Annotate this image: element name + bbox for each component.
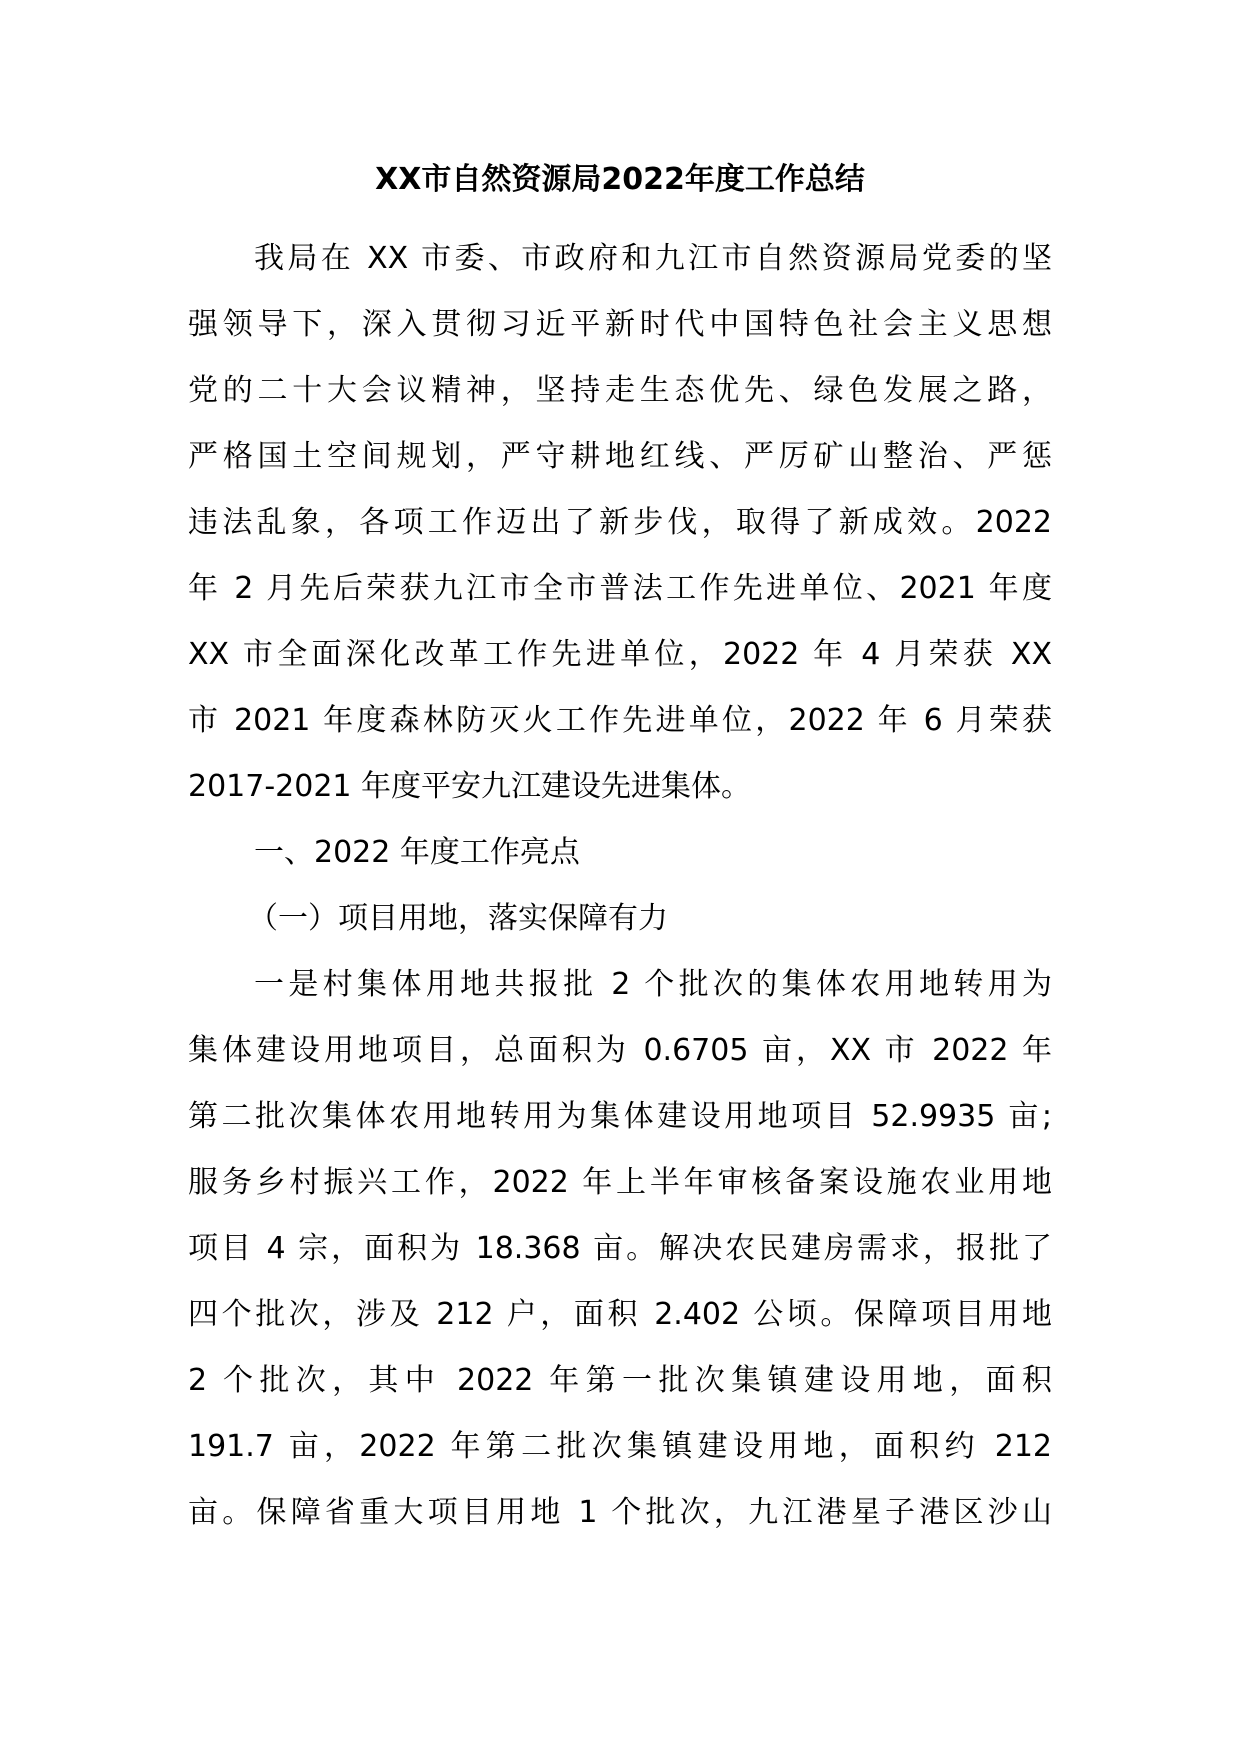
- text-line: XX 市全面深化改革工作先进单位，2022 年 4 月荣获 XX: [188, 637, 1052, 672]
- text-line: 项目 4 宗，面积为 18.368 亩。解决农民建房需求，报批了: [188, 1231, 1052, 1266]
- document-title: XX市自然资源局2022年度工作总结: [375, 162, 865, 197]
- text-line: 2017-2021 年度平安九江建设先进集体。: [188, 769, 752, 804]
- section-heading: 一、2022 年度工作亮点: [254, 835, 580, 870]
- text-line: 191.7 亩，2022 年第二批次集镇建设用地，面积约 212: [188, 1429, 1052, 1464]
- text-line: 严格国土空间规划，严守耕地红线、严厉矿山整治、严惩: [188, 439, 1052, 474]
- text-line: 服务乡村振兴工作，2022 年上半年审核备案设施农业用地: [188, 1165, 1052, 1200]
- subsection-heading: （一）项目用地，落实保障有力: [248, 901, 668, 936]
- text-line: 我局在 XX 市委、市政府和九江市自然资源局党委的坚: [254, 241, 1052, 276]
- body-paragraph: [188, 952, 1052, 1546]
- text-line: 集体建设用地项目，总面积为 0.6705 亩，XX 市 2022 年: [188, 1033, 1052, 1068]
- document-page: [188, 160, 1052, 1546]
- text-line: 四个批次，涉及 212 户，面积 2.402 公顷。保障项目用地: [188, 1297, 1052, 1332]
- text-line: 2 个批次，其中 2022 年第一批次集镇建设用地，面积: [188, 1363, 1052, 1398]
- text-line: 一是村集体用地共报批 2 个批次的集体农用地转用为: [254, 967, 1052, 1002]
- text-line: 党的二十大会议精神，坚持走生态优先、绿色发展之路，: [188, 373, 1052, 408]
- text-line: 市 2021 年度森林防灭火工作先进单位，2022 年 6 月荣获: [188, 703, 1052, 738]
- text-line: 第二批次集体农用地转用为集体建设用地项目 52.9935 亩;: [188, 1099, 1052, 1134]
- text-line: 强领导下，深入贯彻习近平新时代中国特色社会主义思想: [188, 307, 1052, 342]
- text-line: 亩。保障省重大项目用地 1 个批次，九江港星子港区沙山: [188, 1495, 1052, 1530]
- text-line: 违法乱象，各项工作迈出了新步伐，取得了新成效。2022: [188, 505, 1052, 540]
- intro-paragraph: [188, 226, 1052, 820]
- text-line: 年 2 月先后荣获九江市全市普法工作先进单位、2021 年度: [188, 571, 1052, 606]
